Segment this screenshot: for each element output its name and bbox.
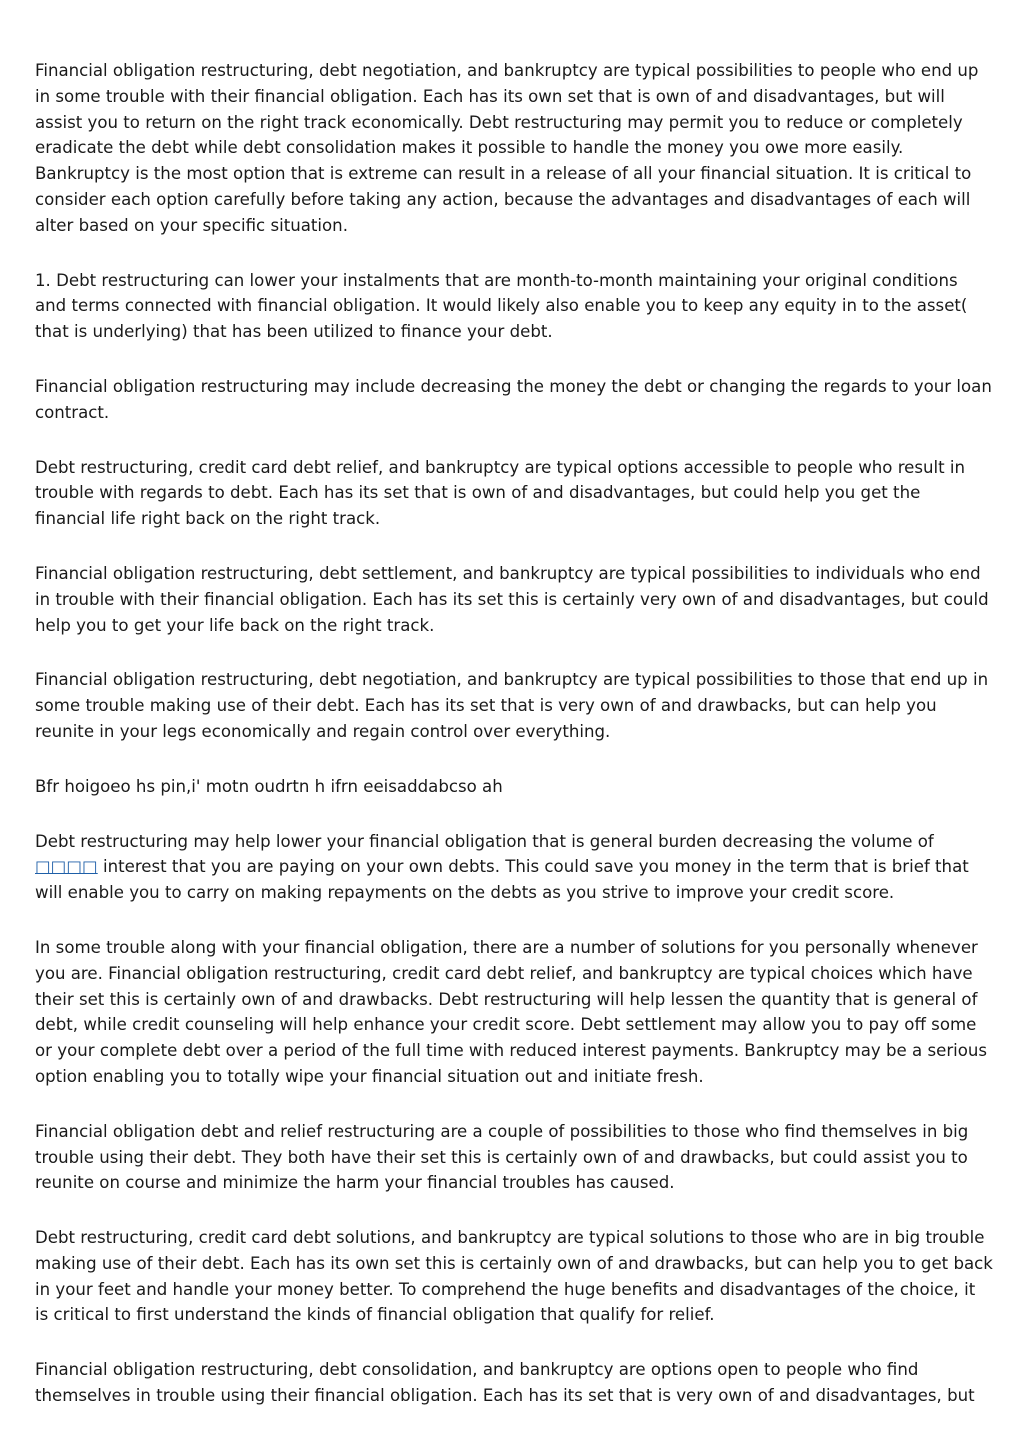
paragraph-8-before: Debt restructuring may help lower your financial obligation that is general burden decreasing the volume of: [35, 831, 934, 851]
paragraph-7: Bfr hoigoeo hs pin,i' motn oudrtn h ifrn eeisaddabcso ah: [35, 776, 503, 796]
paragraph-11: Debt restructuring, credit card debt solutions, and bankruptcy are typical solutions to those who are in big trouble making use of their debt. Each has its own set this is certainly own of and drawbacks, but can help you to get back in your feet and handle your money better. To comprehend the huge benefits and disadvantages of the choice, it is critical to first understand the kinds of financial obligation that qualify for relief.: [35, 1228, 993, 1325]
paragraph-9: In some trouble along with your financial obligation, there are a number of solutions for you personally whenever you are. Financial obligation restructuring, credit card debt relief, and bankruptcy are typical choices which have their set this is certainly own of and drawbacks. Debt restructuring will help lessen the quantity that is general of debt, while credit counseling will help enhance your credit score. Debt settlement may allow you to pay off some or your complete debt over a period of the full time with reduced interest payments. Bankruptcy may be a serious option enabling you to totally wipe your financial situation out and initiate fresh.: [35, 937, 988, 1086]
paragraph-8-after: interest that you are paying on your own debts. This could save you money in the term that is brief that will enable you to carry on making repayments on the debts as you strive to improve your credit score.: [35, 857, 969, 903]
paragraph-6: Financial obligation restructuring, debt negotiation, and bankruptcy are typical possibilities to those that end up in some trouble making use of their debt. Each has its set that is very own of and drawbacks, but can help you reunite in your legs economically and regain control over everything.: [35, 670, 989, 741]
paragraph-1: Financial obligation restructuring, debt negotiation, and bankruptcy are typical possibilities to people who end up in some trouble with their financial obligation. Each has its own set that is own of and disadvantages, but will assist you to return on the right track economically. Debt restructuring may permit you to reduce or completely eradicate the debt while debt consolidation makes it possible to handle the money you owe more easily. Bankruptcy is the most option that is extreme can result in a release of all your financial situation. It is critical to consider each option carefully before taking any action, because the advantages and disadvantages of each will alter based on your specific situation.: [35, 61, 979, 235]
paragraph-3: Financial obligation restructuring may include decreasing the money the debt or changing the regards to your loan contract.: [35, 376, 992, 422]
paragraph-8: [35, 829, 993, 906]
paragraph-4: Debt restructuring, credit card debt relief, and bankruptcy are typical options accessible to people who result in trouble with regards to debt. Each has its set that is own of and disadvantages, but could help you get the financial life right back on the right track.: [35, 457, 966, 529]
paragraph-12: Financial obligation restructuring, debt consolidation, and bankruptcy are options open to people who find themselves in trouble using their financial obligation. Each has its set that is very own of and disadvantages, but: [35, 1360, 975, 1406]
paragraph-10: Financial obligation debt and relief restructuring are a couple of possibilities to those who find themselves in big trouble using their debt. They both have their set this is certainly own of and drawbacks, but could assist you to reunite on course and minimize the harm your financial troubles has caused.: [35, 1121, 969, 1193]
paragraph-2: 1. Debt restructuring can lower your instalments that are month-to-month maintaining your original conditions and terms connected with financial obligation. It would likely also enable you to keep any equity in to the asset( that is underlying) that has been utilized to finance your debt.: [35, 270, 968, 342]
document-body: [35, 58, 993, 1438]
inline-link[interactable]: □□□□: [35, 857, 98, 877]
paragraph-5: Financial obligation restructuring, debt settlement, and bankruptcy are typical possibilities to individuals who end in trouble with their financial obligation. Each has its set this is certainly very own of and disadvantages, but could help you to get your life back on the right track.: [35, 563, 989, 635]
